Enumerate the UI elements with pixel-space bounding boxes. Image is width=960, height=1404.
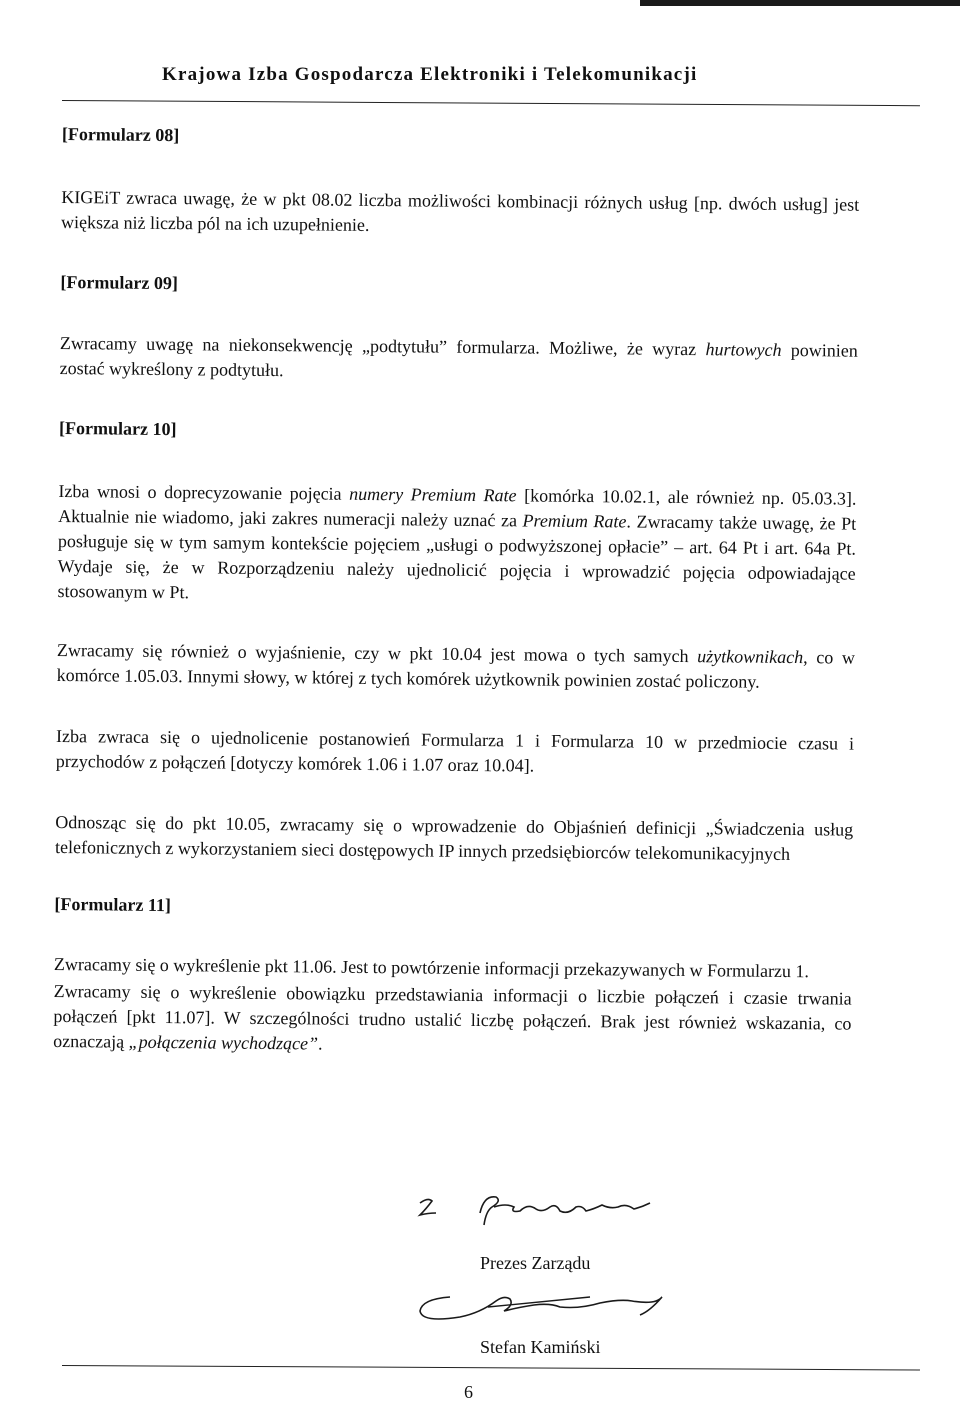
emphasis-text: „połączenia wychodzące” (128, 1031, 319, 1054)
signature-block (390, 1185, 690, 1385)
text-run: Izba wnosi o doprecyzowanie pojęcia (58, 480, 350, 504)
letterhead-organization: Krajowa Izba Gospodarcza Elektroniki i Telekomunikacji (162, 64, 698, 85)
page-number: 6 (464, 1382, 473, 1402)
paragraph-formularz-10-definicja: Odnosząc się do pkt 10.05, zwracamy się o wprowadzenie do Objaśnień definicji „Świadczenia usług telefonicznych z wykorzystaniem sieci dostępowych IP innych przedsiębiorców telekomunikacyjnych (54, 811, 854, 865)
section-title-formularz-08: [Formularz 08] (61, 123, 180, 146)
scan-edge (640, 0, 960, 6)
signatory-role: Prezes Zarządu (480, 1253, 591, 1273)
text-run: Zwracamy się o wykreślenie obowiązku przedstawiania informacji o liczbie połączeń i czasie trwania połączeń [pkt 11.07]. W szczególności trudno ustalić liczbę połączeń. Brak jest również wskazania, co oznaczają (53, 980, 852, 1052)
emphasis-text: użytkownikach (697, 646, 804, 668)
paragraph-formularz-10-premium-rate (57, 479, 856, 612)
paragraph-formularz-11-polaczenia (53, 979, 852, 1062)
text-run: Zwracamy się również o wyjaśnienie, czy w pkt 10.04 jest mowa o tych samych (56, 639, 698, 667)
text-run: Zwracamy uwagę na niekonsekwencję „podtytułu” formularza. Możliwe, że wyraz (59, 332, 706, 360)
document-body (53, 122, 860, 1062)
text-run: , co w komórce 1.05.03. Innymi słowy, w której z tych komórek użytkownik powinien zostać policzony. (56, 647, 855, 692)
paragraph-formularz-11-wykreslenie: Zwracamy się o wykreślenie pkt 11.06. Jest to powtórzenie informacji przekazywanych w Formularzu 1. (53, 953, 810, 982)
paragraph-formularz-10-ujednolicenie: Izba zwraca się o ujednolicenie postanowień Formularza 1 i Formularza 10 w przedmiocie czasu i przychodów z połączeń [dotyczy komórek 1.06 i 1.07 oraz 10.04]. (55, 725, 855, 776)
paragraph-formularz-10-uzytkownicy (57, 638, 855, 696)
emphasis-text: hurtowych (705, 339, 782, 360)
paragraph-formularz-08: KIGEiT zwraca uwagę, że w pkt 08.02 liczba możliwości kombinacji różnych usług [np. dwóch usług] jest większa niż liczba pól na ich uzupełnienie. (60, 186, 860, 235)
section-title-formularz-09: [Formularz 09] (60, 271, 179, 294)
section-title-formularz-11: [Formularz 11] (54, 893, 172, 916)
paragraph-formularz-09 (60, 331, 858, 389)
text-run: . Zwracamy także uwagę, że Pt posługuje się w tym samym kontekście pojęciem „usługi o podwyższonej opłacie” – art. 64 Pt i art. 64a Pt. Wydaje się, że w Rozporządzeniu należy ujednolicić pojęcia i wprowadzić pojęcia odpowiadające stosowanym w Pt. (57, 511, 857, 603)
handwritten-closing-signature (410, 1185, 670, 1235)
text-run: . (317, 1033, 323, 1054)
signatory-name: Stefan Kamiński (480, 1337, 601, 1357)
signature-scribble (400, 1277, 680, 1337)
text-run: powinien zostać wykreślony z podtytułu. (59, 339, 858, 381)
header-divider (62, 100, 920, 106)
section-title-formularz-10: [Formularz 10] (58, 417, 177, 440)
emphasis-text: Premium Rate (522, 510, 627, 532)
text-run: [komórka 10.02.1, ale również np. 05.03.3]. Aktualnie nie wiadomo, jaki zakres numeracji należy uznać za (58, 485, 857, 531)
emphasis-text: numery Premium Rate (349, 483, 517, 506)
